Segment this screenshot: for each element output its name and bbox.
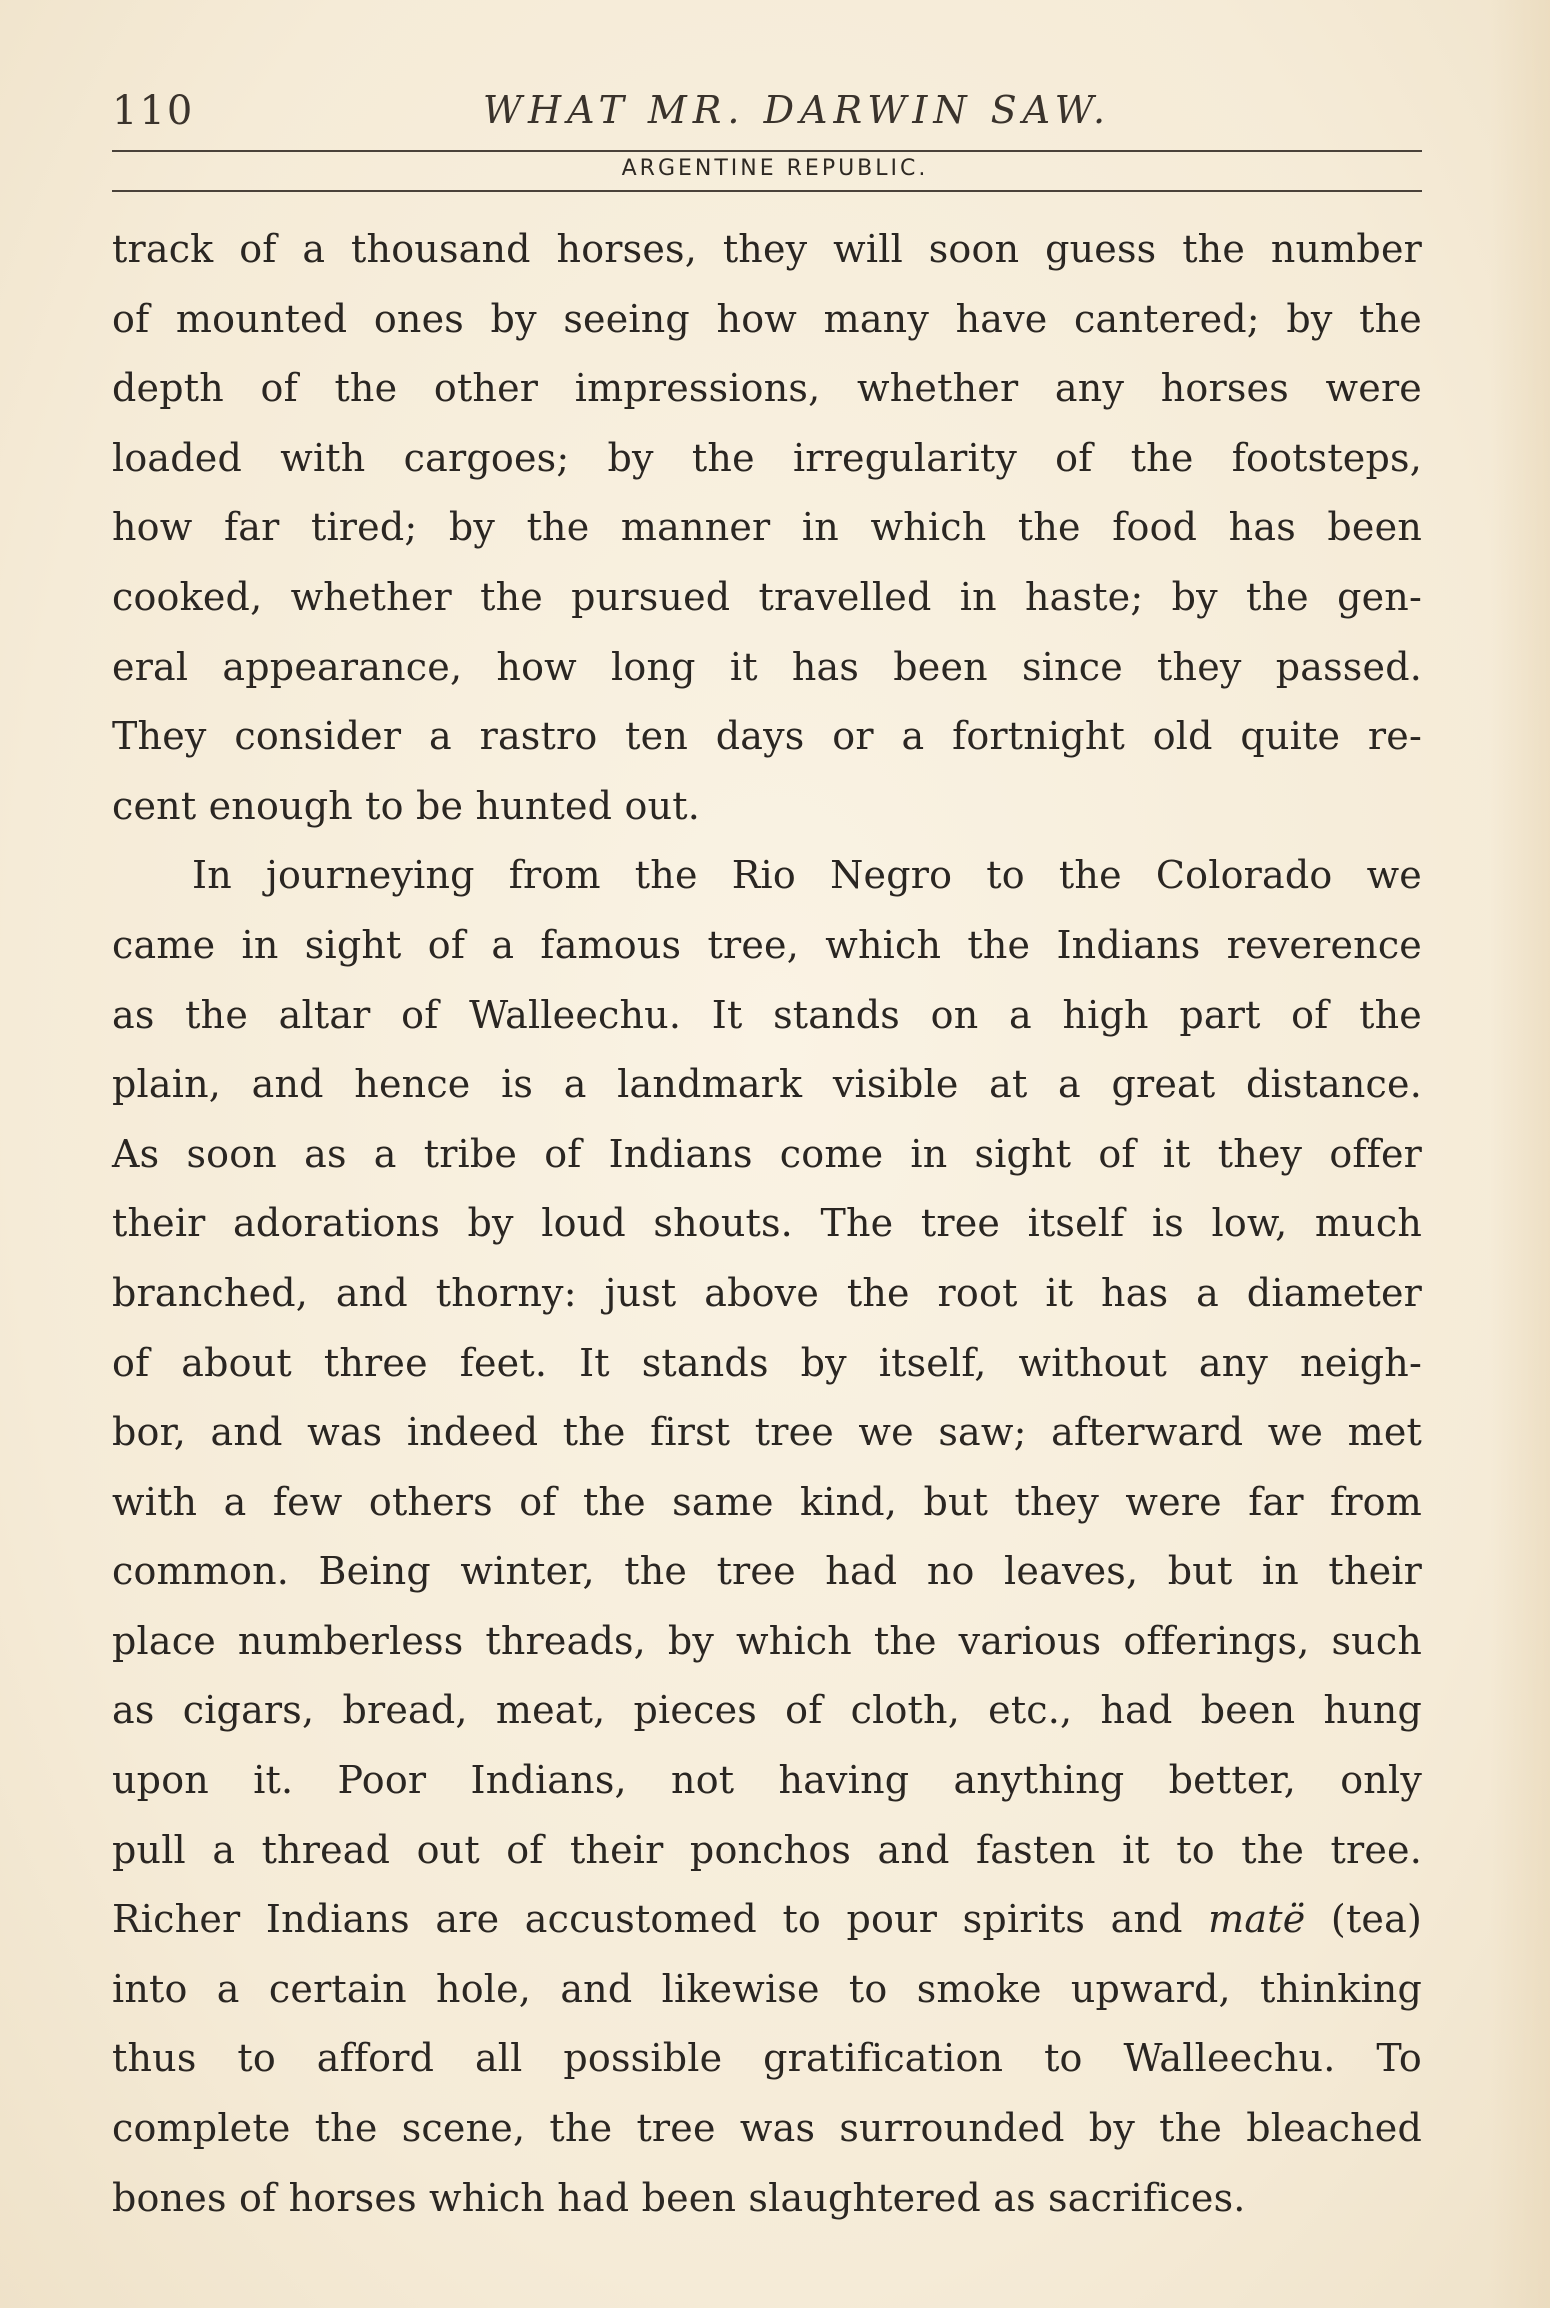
text-line: bor, and was indeed the first tree we saw; afterward we met <box>112 1410 1422 1455</box>
text-line: loaded with cargoes; by the irregularity of the footsteps, <box>112 435 1422 480</box>
book-title: WHAT MR. DARWIN SAW. <box>482 88 1112 132</box>
body-text <box>112 215 1422 2233</box>
text-segment: Richer Indians are accustomed to pour spirits and <box>112 1897 1183 1942</box>
text-line: complete the scene, the tree was surrounded by the bleached <box>112 2106 1422 2151</box>
text-line: as cigars, bread, meat, pieces of cloth, etc., had been hung <box>112 1688 1422 1733</box>
header-rule-bottom <box>112 190 1422 192</box>
text-line: into a certain hole, and likewise to smoke upward, thinking <box>112 1966 1422 2011</box>
text-line: depth of the other impressions, whether any horses were <box>112 366 1422 411</box>
text-line: eral appearance, how long it has been since they passed. <box>112 644 1422 689</box>
text-line: track of a thousand horses, they will soon guess the number <box>112 227 1422 271</box>
text-line: As soon as a tribe of Indians come in sight of it they offer <box>112 1131 1422 1176</box>
paragraph-start-line: In journeying from the Rio Negro to the Colorado we <box>192 853 1422 898</box>
text-line: bones of horses which had been slaughtered as sacrifices. <box>112 2175 1246 2220</box>
text-line: their adorations by loud shouts. The tree itself is low, much <box>112 1201 1422 1246</box>
text-line: place numberless threads, by which the various offerings, such <box>112 1618 1422 1663</box>
text-line: upon it. Poor Indians, not having anything better, only <box>112 1758 1422 1803</box>
text-line: cent enough to be hunted out. <box>112 783 700 828</box>
text-line: came in sight of a famous tree, which the Indians reverence <box>112 922 1422 967</box>
page-number: 110 <box>112 88 195 134</box>
text-line: plain, and hence is a landmark visible at a great distance. <box>112 1062 1422 1107</box>
page-edge-shading <box>1490 0 1550 2308</box>
text-line-with-italic <box>112 1885 1422 1955</box>
text-line: with a few others of the same kind, but they were far from <box>112 1479 1422 1524</box>
text-line: of mounted ones by seeing how many have cantered; by the <box>112 296 1422 341</box>
text-line: branched, and thorny: just above the root it has a diameter <box>112 1270 1422 1315</box>
text-line: They consider a rastro ten days or a fortnight old quite re- <box>112 714 1422 759</box>
section-heading: ARGENTINE REPUBLIC. <box>621 156 929 181</box>
text-line: cooked, whether the pursued travelled in haste; by the gen- <box>112 574 1422 619</box>
text-line: pull a thread out of their ponchos and fasten it to the tree. <box>112 1827 1422 1872</box>
text-line: thus to afford all possible gratification to Walleechu. To <box>112 2036 1422 2081</box>
running-head <box>112 78 1422 138</box>
text-segment: (tea) <box>1330 1897 1422 1942</box>
text-line: as the altar of Walleechu. It stands on a high part of the <box>112 992 1422 1037</box>
italic-word: matë <box>1208 1897 1306 1942</box>
text-line: common. Being winter, the tree had no leaves, but in their <box>112 1549 1422 1594</box>
text-line: of about three feet. It stands by itself, without any neigh- <box>112 1340 1422 1385</box>
header-rule-top <box>112 150 1422 152</box>
text-line: how far tired; by the manner in which the food has been <box>112 505 1422 550</box>
